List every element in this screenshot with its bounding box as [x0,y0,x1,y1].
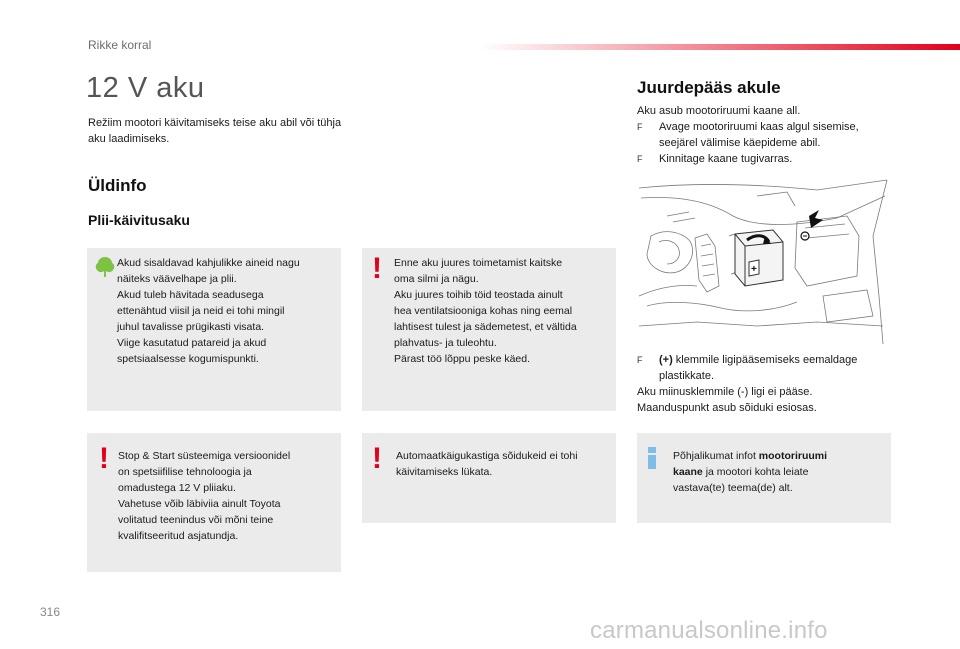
stopstart-line: omadustega 12 V pliiaku. [118,482,236,494]
info-text-bold: mootoriruumi [758,450,828,462]
page-title: 12 V aku [86,72,205,104]
access-line: Aku asub mootoriruumi kaane all. [637,105,801,117]
sub-heading: Plii-käivitusaku [88,212,190,228]
access-bullet-text: Avage mootoriruumi kaas algul sisemise, [659,121,859,133]
access-bullet [637,119,897,135]
automatic-warning-text [396,448,614,480]
battery-plus-label: + [751,264,757,275]
safety-warning-text [394,255,614,367]
engine-bay-illustration [637,176,893,348]
stopstart-warning-box [87,433,341,572]
access-bullet [637,151,897,167]
plus-terminal-label: (+) [659,354,673,366]
access-line: Aku miinusklemmile (-) ligi ei pääse. [637,386,813,398]
eco-line: juhul tavalisse prügikasti visata. [117,321,265,333]
safety-line: oma silmi ja nägu. [394,273,479,285]
automatic-line: Automaatkäigukastiga sõidukeid ei tohi [396,450,578,462]
eco-line: Viige kasutatud patareid ja akud [117,337,267,349]
general-heading: Üldinfo [88,176,147,195]
access-line: Maanduspunkt asub sõiduki esiosas. [637,402,817,414]
access-text-bottom [637,352,897,416]
access-bullet-continuation: seejärel välimise käepideme abil. [659,137,821,149]
access-heading: Juurdepääs akule [637,78,781,97]
eco-notice-text [117,255,339,367]
bullet-icon: F [637,154,643,164]
safety-line: plahvatus- ja tuleohtu. [394,337,497,349]
bullet-icon: F [637,122,643,132]
info-text [673,448,887,496]
safety-line: lahtisest tulest ja sädemetest, et vältida [394,321,577,333]
access-bullet [637,352,897,368]
safety-line: Enne aku juures toimetamist kaitske [394,257,563,269]
info-text-part: ja mootori kohta leiate [702,466,809,478]
eco-line: spetsiaalsesse kogumispunkti. [117,353,259,365]
stopstart-line: Vahetuse võib läbiviia ainult Toyota [118,498,281,510]
eco-line: näiteks väävelhape ja plii. [117,273,237,285]
access-bullet-text: Kinnitage kaane tugivarras. [659,153,793,165]
bullet-icon: F [637,355,643,365]
recycle-leaf-icon [94,256,116,278]
access-text-top [637,103,897,167]
safety-line: Pärast töö lõppu peske käed. [394,353,531,365]
stopstart-warning-text [118,448,338,544]
automatic-warning-box [362,433,616,523]
safety-line: hea ventilatsiooniga kohas ning eemal [394,305,573,317]
info-icon [648,447,656,469]
stopstart-line: kvalifitseeritud asjatundja. [118,530,239,542]
info-text-bold: kaane [673,466,703,478]
stopstart-line: volitatud teenindus või mõni teine [118,514,274,526]
eco-notice-box [87,248,341,411]
info-text-part: Põhjalikumat infot [673,450,759,462]
eco-line: ettenähtud viisil ja neid ei tohi mingil [117,305,285,317]
access-bullet-continuation: plastikkate. [659,370,715,382]
stopstart-line: on spetsiifilise tehnoloogia ja [118,466,252,478]
info-box [637,433,891,523]
warning-exclamation-icon: ! [99,442,109,475]
intro-text: Režiim mootori käivitamiseks teise aku abil või tühja aku laadimiseks. [88,117,342,145]
safety-line: Aku juures toihib töid teostada ainult [394,289,563,301]
header-accent-line [480,44,960,50]
eco-line: Akud tuleb hävitada seadusega [117,289,264,301]
section-header: Rikke korral [88,38,152,52]
warning-exclamation-icon: ! [372,252,382,285]
stopstart-line: Stop & Start süsteemiga versioonidel [118,450,291,462]
access-bullet-text: klemmile ligipääsemiseks eemaldage [672,354,858,366]
automatic-line: käivitamiseks lükata. [396,466,493,478]
safety-warning-box [362,248,616,411]
eco-line: Akud sisaldavad kahjulikke aineid nagu [117,257,300,269]
warning-exclamation-icon: ! [372,442,382,475]
info-text-part: vastava(te) teema(de) alt. [673,482,793,494]
watermark: carmanualsonline.info [590,617,828,644]
page-number: 316 [40,605,61,619]
